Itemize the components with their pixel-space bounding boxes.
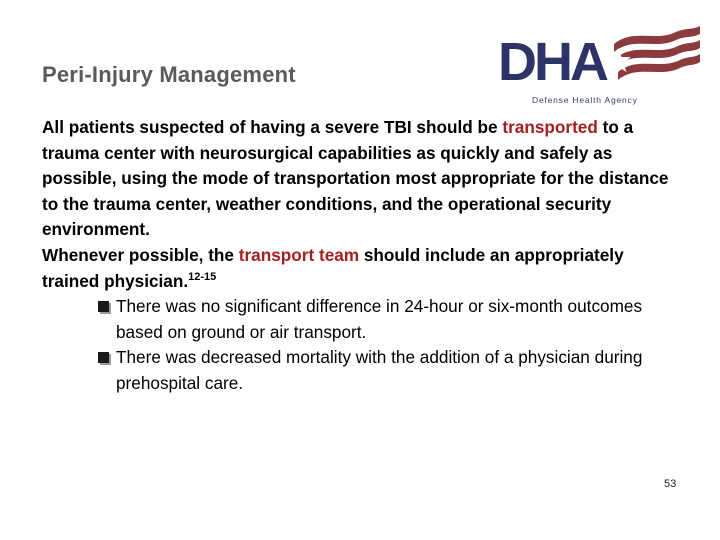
para2-text-end: should include an appropriately trained physician. — [42, 244, 624, 291]
checkbox-bullet-icon — [98, 301, 109, 312]
checkbox-bullet-icon — [98, 352, 109, 363]
page-number: 53 — [664, 478, 677, 490]
slide-body — [42, 115, 672, 397]
para1-text-start: All patients suspected of having a severe TBI should be — [42, 117, 503, 137]
citation-superscript: 12-15 — [188, 270, 217, 283]
bullet-text: There was no significant difference in 24-hour or six-month outcomes based on ground or air transport. — [116, 296, 643, 342]
highlight-transported: transported — [502, 117, 598, 137]
paragraph-physician — [42, 243, 672, 294]
bullet-list — [42, 294, 672, 396]
para1-text-end: to a trauma center with neurosurgical capabilities as quickly and safely as possible, using the mode of transportation most appropriate for the distance to the trauma center, weather conditions, and the operational security environment. — [42, 117, 669, 240]
dha-tagline: Defense Health Agency — [532, 95, 638, 105]
slide-title: Peri-Injury Management — [42, 62, 296, 87]
flag-stripes-icon — [614, 26, 700, 80]
para2-text-start: Whenever possible, the — [42, 244, 239, 265]
bullet-item — [98, 294, 672, 345]
bullet-item — [98, 345, 672, 396]
bullet-text: There was decreased mortality with the addition of a physician during prehospital care. — [116, 347, 643, 393]
paragraph-transport — [42, 115, 672, 243]
highlight-transport-team: transport team — [238, 244, 360, 265]
dha-wordmark: DHA — [498, 32, 606, 92]
